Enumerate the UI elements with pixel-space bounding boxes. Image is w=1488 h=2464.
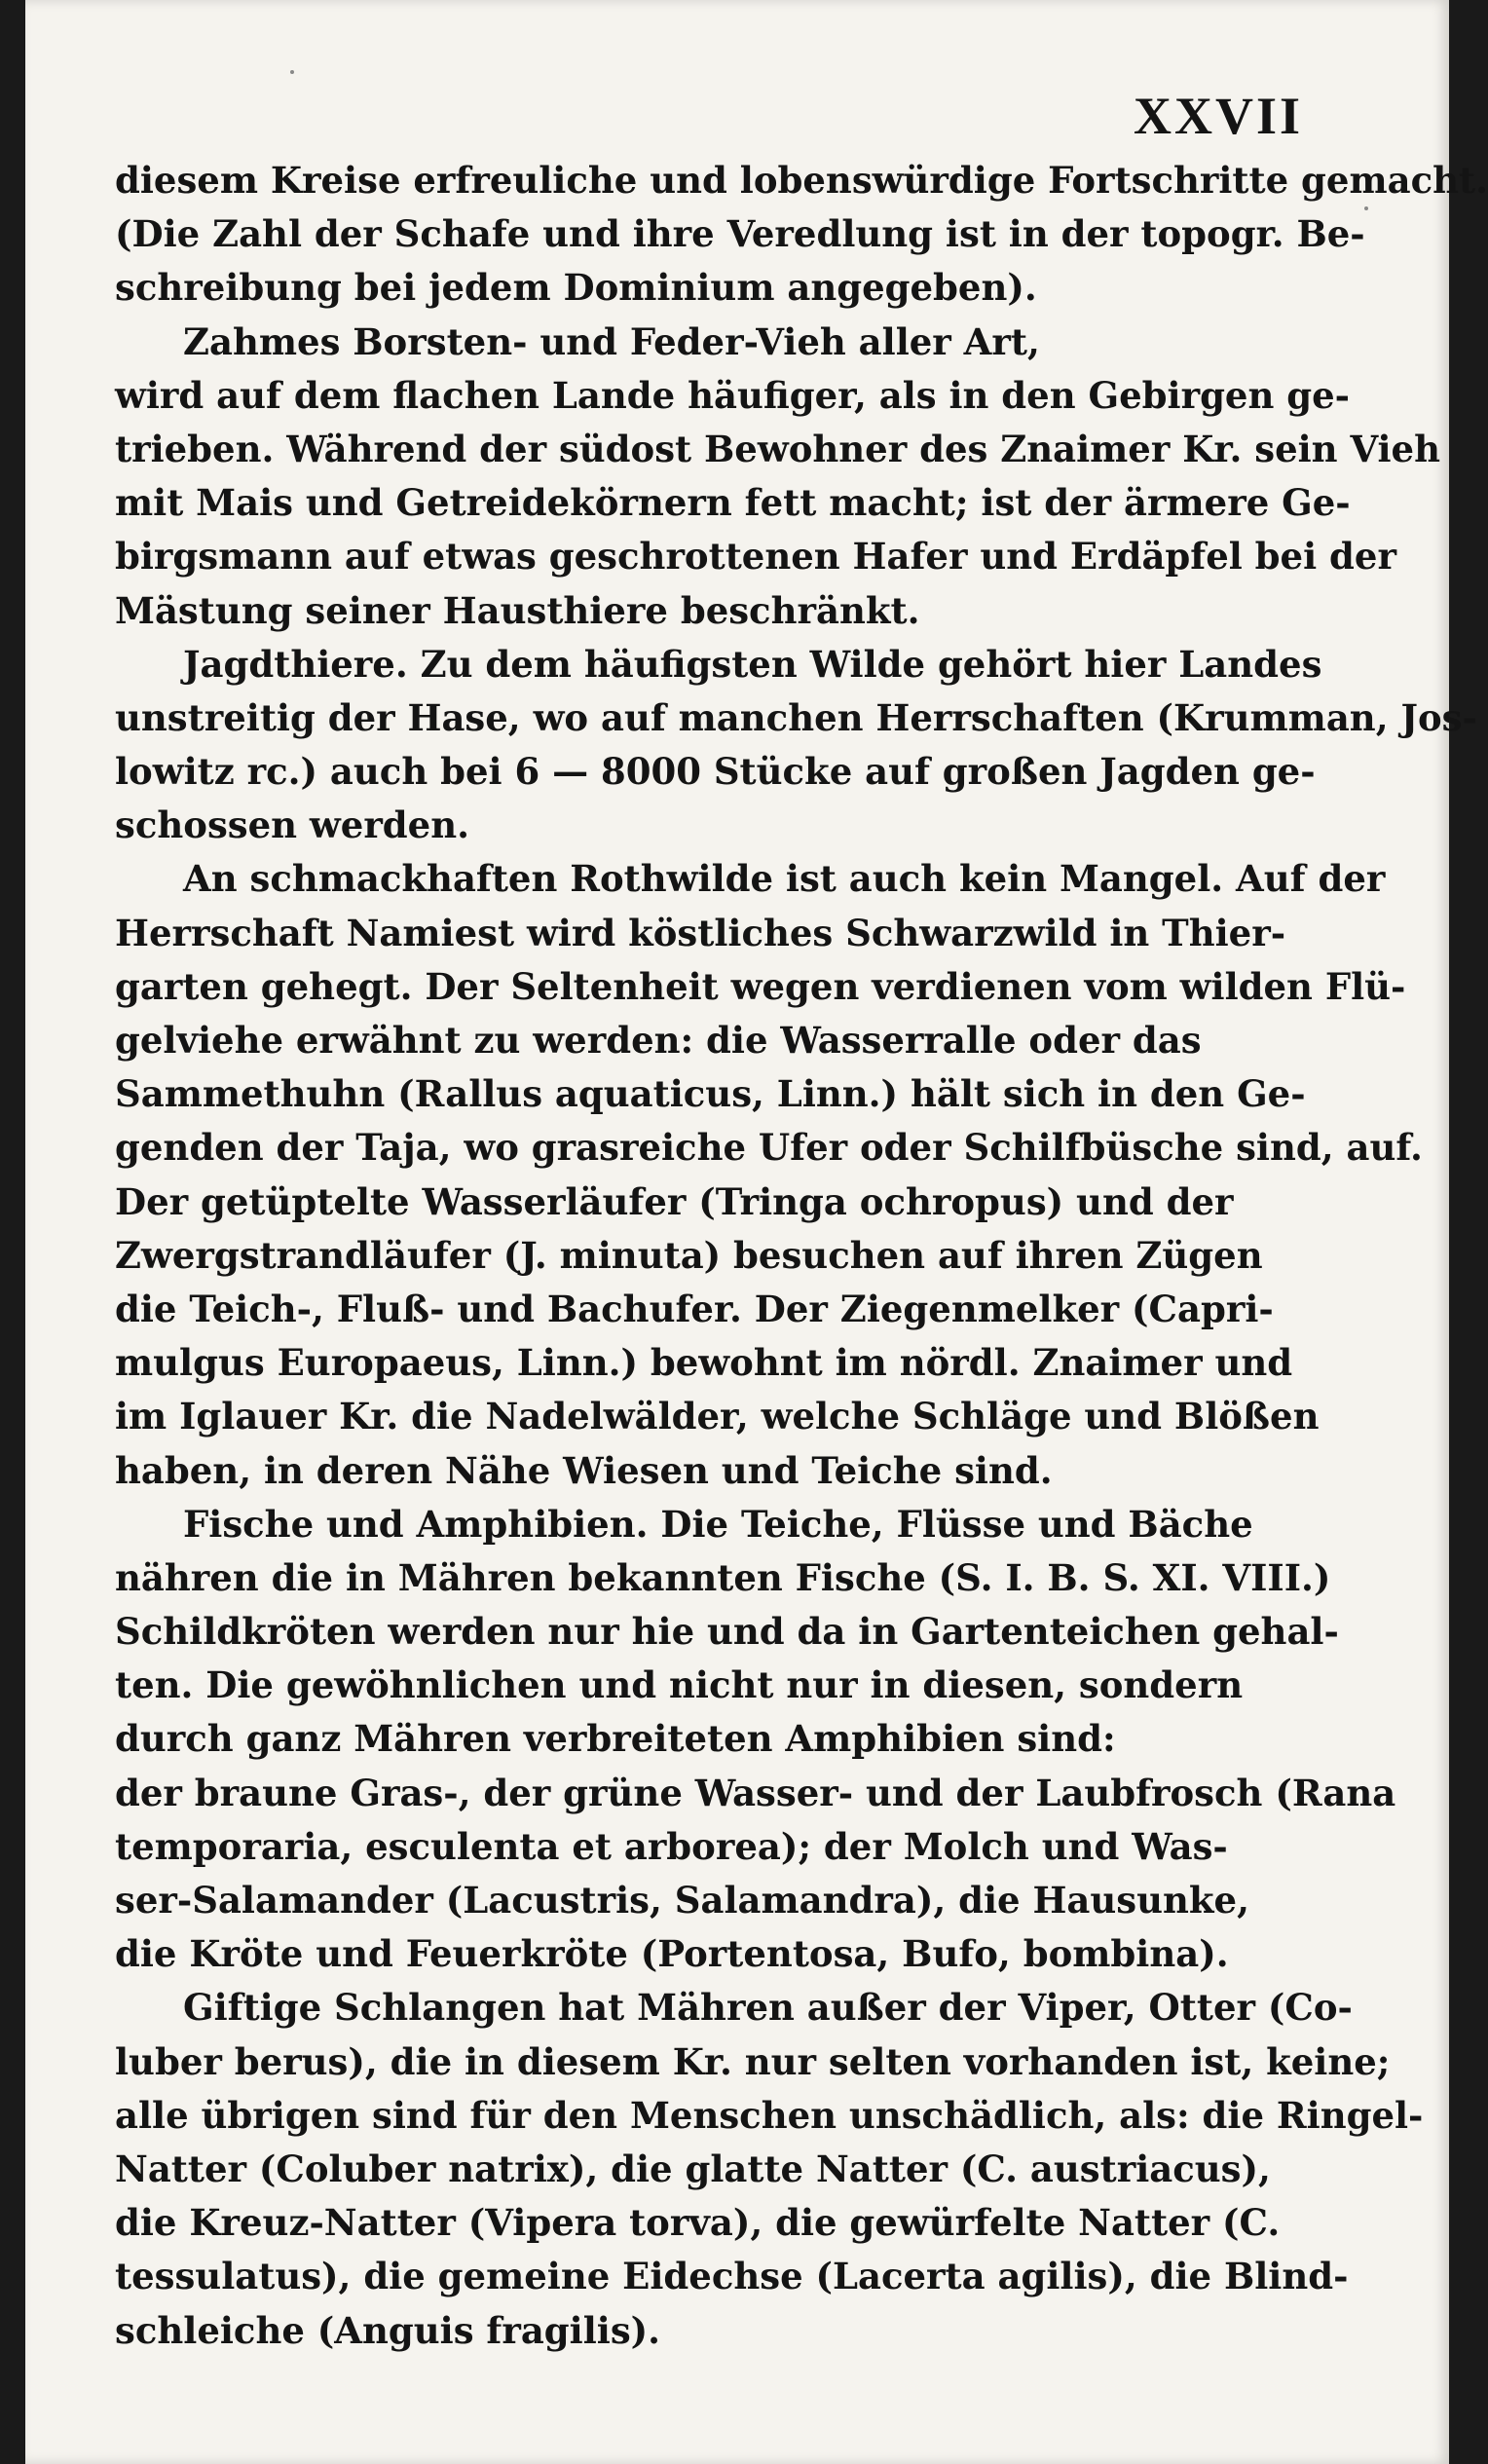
text-line: die Teich-, Fluß- und Bachufer. Der Ziegenmelker (Capri- xyxy=(115,1287,1274,1330)
text-line: Zwergstrandläufer (J. minuta) besuchen auf ihren Zügen xyxy=(115,1233,1263,1277)
text-line: Giftige Schlangen hat Mähren außer der Viper, Otter (Co- xyxy=(183,1986,1353,2030)
text-line: lowitz rc.) auch bei 6 — 8000 Stücke auf großen Jagden ge- xyxy=(115,750,1316,794)
text-line: durch ganz Mähren verbreiteten Amphibien sind: xyxy=(115,1717,1116,1761)
book-page xyxy=(25,0,1488,2464)
text-line: alle übrigen sind für den Menschen unschädlich, als: die Ringel- xyxy=(115,2093,1424,2137)
text-line: ten. Die gewöhnlichen und nicht nur in diesen, sondern xyxy=(115,1663,1244,1707)
text-line: Sammethuhn (Rallus aquaticus, Linn.) hält sich in den Ge- xyxy=(115,1072,1306,1116)
text-line: garten gehegt. Der Seltenheit wegen verdienen vom wilden Flü- xyxy=(115,964,1406,1008)
text-line: schreibung bei jedem Dominium angegeben). xyxy=(115,266,1037,310)
text-line: ser-Salamander (Lacustris, Salamandra), die Hausunke, xyxy=(115,1879,1249,1922)
text-line: Der getüptelte Wasserläufer (Tringa ochropus) und der xyxy=(115,1179,1234,1223)
text-line: Fische und Amphibien. Die Teiche, Flüsse und Bäche xyxy=(183,1502,1253,1546)
text-line: wird auf dem flachen Lande häufiger, als in den Gebirgen ge- xyxy=(115,373,1351,417)
text-line: schleiche (Anguis fragilis). xyxy=(115,2308,661,2352)
text-line: Mästung seiner Hausthiere beschränkt. xyxy=(115,588,920,632)
text-line: birgsmann auf etwas geschrottenen Hafer und Erdäpfel bei der xyxy=(115,535,1396,579)
text-line: tessulatus), die gemeine Eidechse (Lacerta agilis), die Blind- xyxy=(115,2255,1349,2298)
text-line: unstreitig der Hase, wo auf manchen Herrschaften (Krumman, Jos- xyxy=(115,695,1477,739)
paper-speck xyxy=(1364,206,1368,210)
text-line: nähren die in Mähren bekannten Fische (S. I. B. S. XI. VIII.) xyxy=(115,1555,1331,1599)
page-number: XXVII xyxy=(1133,87,1303,145)
text-line: mulgus Europaeus, Linn.) bewohnt im nördl. Znaimer und xyxy=(115,1341,1293,1385)
text-line: Natter (Coluber natrix), die glatte Natter (C. austriacus), xyxy=(115,2147,1271,2190)
text-line: (Die Zahl der Schafe und ihre Veredlung ist in der topogr. Be- xyxy=(115,212,1365,256)
text-line: haben, in deren Nähe Wiesen und Teiche sind. xyxy=(115,1448,1053,1492)
text-line: diesem Kreise erfreuliche und lobenswürdige Fortschritte gemacht. xyxy=(115,159,1488,202)
paper-speck xyxy=(290,70,294,74)
text-line: im Iglauer Kr. die Nadelwälder, welche Schläge und Blößen xyxy=(115,1395,1320,1438)
text-line: genden der Taja, wo grasreiche Ufer oder Schilfbüsche sind, auf. xyxy=(115,1126,1423,1170)
text-line: Schildkröten werden nur hie und da in Gartenteichen gehal- xyxy=(115,1610,1339,1654)
text-line: schossen werden. xyxy=(115,803,470,847)
text-line: An schmackhaften Rothwilde ist auch kein Mangel. Auf der xyxy=(183,857,1386,901)
text-line: luber berus), die in diesem Kr. nur selten vorhanden ist, keine; xyxy=(115,2039,1391,2083)
text-line: die Kröte und Feuerkröte (Portentosa, Bufo, bombina). xyxy=(115,1932,1229,1976)
body-text xyxy=(115,154,1488,2358)
text-line: Jagdthiere. Zu dem häufigsten Wilde gehört hier Landes xyxy=(183,642,1322,686)
text-line: die Kreuz-Natter (Vipera torva), die gewürfelte Natter (C. xyxy=(115,2201,1281,2245)
text-line: gelviehe erwähnt zu werden: die Wasserralle oder das xyxy=(115,1019,1202,1062)
text-line: Herrschaft Namiest wird köstliches Schwarzwild in Thier- xyxy=(115,911,1286,954)
text-line: Zahmes Borsten- und Feder-Vieh aller Art, xyxy=(183,319,1040,363)
text-line: temporaria, esculenta et arborea); der Molch und Was- xyxy=(115,1824,1228,1868)
text-line: mit Mais und Getreidekörnern fett macht; ist der ärmere Ge- xyxy=(115,481,1351,525)
text-line: trieben. Während der südost Bewohner des Znaimer Kr. sein Vieh xyxy=(115,427,1440,470)
text-line: der braune Gras-, der grüne Wasser- und der Laubfrosch (Rana xyxy=(115,1771,1396,1814)
